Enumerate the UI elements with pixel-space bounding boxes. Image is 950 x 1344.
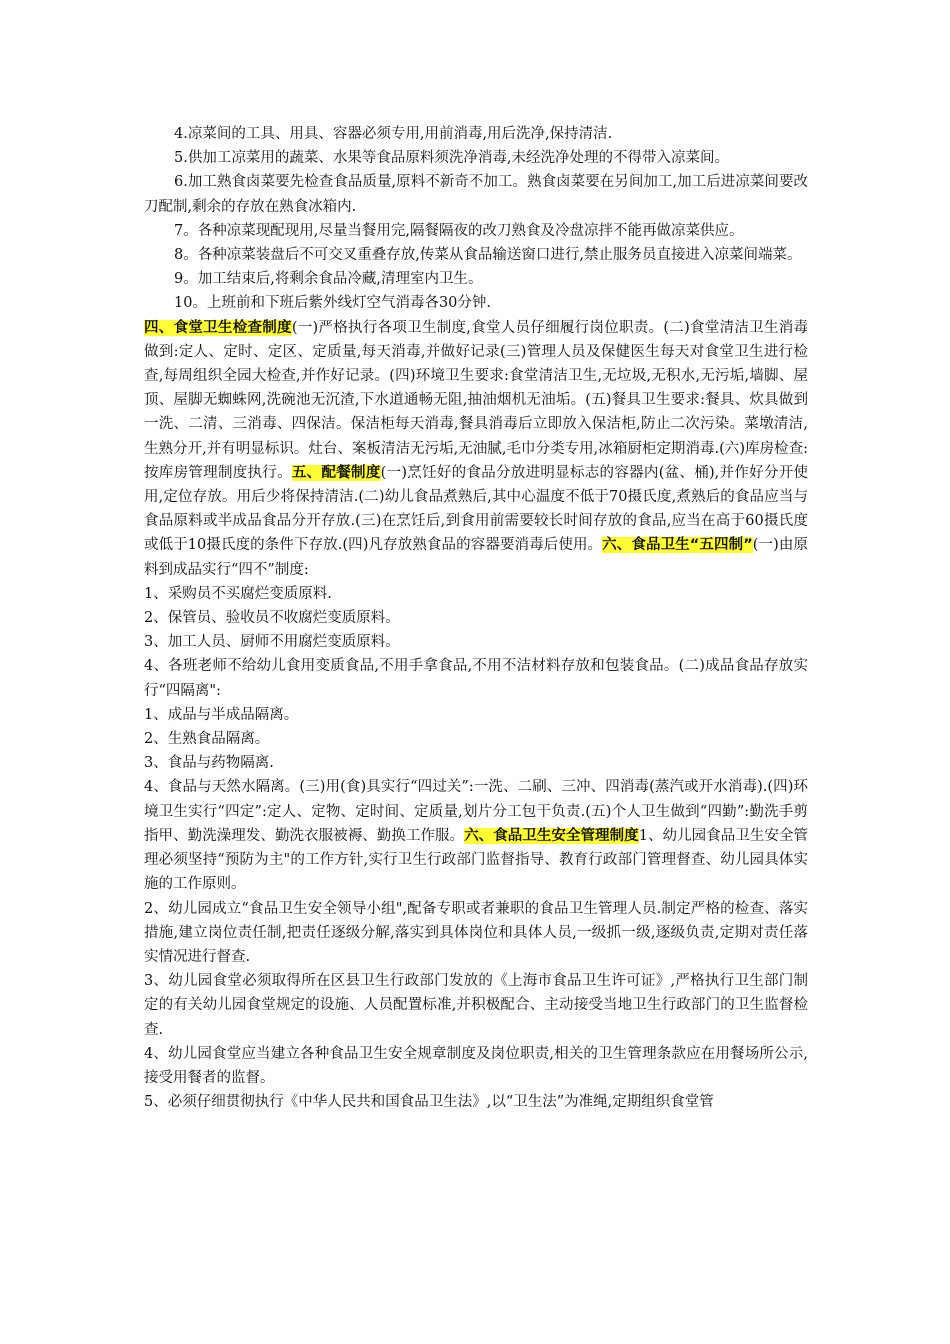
paragraph-rule-3: 3、幼儿园食堂必须取得所在区县卫生行政部门发放的《上海市食品卫生许可证》,严格执行卫生部门制定的有关幼儿园食堂规定的设施、人员配置标准,并积极配合、主动接受当地卫生行政部门的卫生监督检查. [144, 973, 808, 1038]
section6b-heading: 六、食品卫生安全管理制度 [464, 827, 639, 844]
section4-body: (一)严格执行各项卫生制度,食堂人员仔细履行岗位职责。(二)食堂清洁卫生消毒做到:定人、定时、定区、定质量,每天消毒,并做好记录(三)管理人员及保健医生每天对食堂卫生进行检查,每周组织全园大检查,并作好记录。(四)环境卫生要求:食堂清洁卫生,无垃圾,无积水,无污垢,墙脚、屋顶、屋脚无蜘蛛网,洗碗池无沉渣,下水道通畅无阻,抽油烟机无油垢。(五)餐具卫生要求:餐具、炊具做到一洗、二清、三消毒、四保洁。保洁柜每天消毒,餐具消毒后立即放入保洁柜,防止二次污染。菜墩清洁,生熟分开,并有明显标识。灶台、案板清洁无污垢,无油腻,毛巾分类专用,冰箱厨柜定期消毒.(六)库房检查:按库房管理制度执行。 [144, 319, 809, 481]
section5-heading: 五、配餐制度 [291, 464, 381, 481]
sections-4-5-6-block [144, 316, 808, 582]
section6a-heading: 六、食品卫生“五四制” [602, 537, 753, 554]
item4b-and-section6b-block [144, 775, 808, 896]
paragraph-rule-5: 5、必须仔细贯彻执行《中华人民共和国食品卫生法》,以“卫生法”为准绳,定期组织食堂管 [144, 1094, 714, 1111]
paragraph-10: 10。上班前和下班后紫外线灯空气消毒各30分钟. [174, 295, 492, 312]
paragraph-4: 4.凉菜间的工具、用具、容器必须专用,用前消毒,用后洗净,保持清洁. [174, 126, 613, 142]
list-item: 4、各班老师不给幼儿食用变质食品,不用手拿食品,不用不洁材料存放和包装食品。(二)成品食品存放实行“四隔离": [144, 658, 808, 699]
paragraph-8: 8。各种凉菜装盘后不可交叉重叠存放,传菜从食品输送窗口进行,禁止服务员直接进入凉菜间端菜。 [174, 247, 802, 264]
item4b-text: 4、食品与天然水隔离。(三)用(食)具实行“四过关”:一洗、二刷、三冲、四消毒(蒸汽或开水消毒).(四)环境卫生实行“四定”:定人、定物、定时间、定质量,划片分工包干负责.(五)个人卫生做到“四勤”:勤洗手剪指甲、勤洗澡理发、勤洗衣服被褥、勤换工作服。 [144, 779, 808, 844]
paragraph-5: 5.供加工凉菜用的蔬菜、水果等食品原料须洗净消毒,未经洗净处理的不得带入凉菜间。 [174, 150, 729, 167]
list-item: 2、保管员、验收员不收腐烂变质原料。 [144, 610, 400, 627]
list-item: 2、生熟食品隔离。 [144, 731, 270, 748]
section4-heading: 四、食堂卫生检查制度 [144, 319, 292, 336]
list-item: 1、成品与半成品隔离。 [144, 706, 299, 723]
paragraph-9: 9。加工结束后,将剩余食品冷藏,清理室内卫生。 [174, 271, 483, 288]
list-item: 1、采购员不买腐烂变质原料. [144, 585, 332, 602]
paragraph-rule-2: 2、幼儿园成立“食品卫生安全领导小组",配备专职或者兼职的食品卫生管理人员.制定严格的检查、落实措施,建立岗位责任制,把责任逐级分解,落实到具体岗位和具体人员,一级抓一级,逐级负责,定期对责任落实情况进行督查. [144, 900, 808, 965]
paragraph-7: 7。各种凉菜现配现用,尽量当餐用完,隔餐隔夜的改刀熟食及冷盘凉拌不能再做凉菜供应。 [174, 222, 744, 239]
paragraph-rule-4: 4、幼儿园食堂应当建立各种食品卫生安全规章制度及岗位职责,相关的卫生管理条款应在用餐场所公示,接受用餐者的监督。 [144, 1045, 808, 1086]
paragraph-6: 6.加工熟食卤菜要先检查食品质量,原料不新奇不加工。熟食卤菜要在另间加工,加工后进凉菜间要改刀配制,剩余的存放在熟食冰箱内. [144, 174, 808, 215]
section6b-body: 1、幼儿园食品卫生安全管理必须坚持“预防为主"的工作方针,实行卫生行政部门监督指导、教育行政部门管理督查、幼儿园具体实施的工作原则。 [144, 827, 808, 893]
list-item: 3、加工人员、厨师不用腐烂变质原料。 [144, 634, 400, 651]
list-item: 3、食品与药物隔离. [144, 755, 274, 772]
section6a-body: (一)由原料到成品实行“四不”制度: [144, 537, 808, 578]
section5-body: (一)烹饪好的食品分放进明显标志的容器内(盆、桶),并作好分开使用,定位存放。用后少将保持清洁.(二)幼儿食品煮熟后,其中心温度不低于70摄氏度,煮熟后的食品应当与食品原料或半成品食品分开存放.(三)在烹饪后,到食用前需要较长时间存放的食品,应当在高于60摄氏度或低于10摄氏度的条件下存放.(四)凡存放熟食品的容器要消毒后使用。 [144, 464, 809, 554]
document-page [144, 122, 808, 1114]
